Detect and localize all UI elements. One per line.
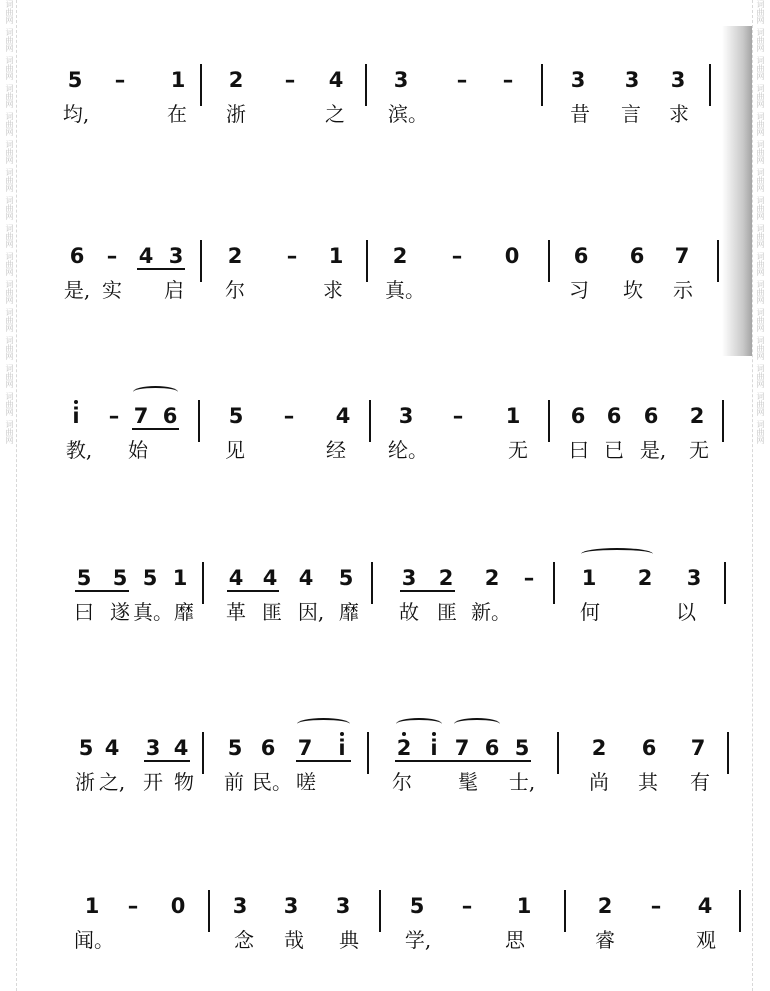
- lyric: 滨。: [388, 102, 428, 126]
- lyric: 匪: [437, 600, 457, 624]
- slur: [396, 718, 442, 730]
- note: 4: [697, 894, 713, 918]
- lyric: 见: [225, 438, 245, 462]
- beam-underline: [227, 590, 279, 592]
- watermark-text: 词曲网: [756, 224, 765, 248]
- note: –: [108, 404, 120, 428]
- watermark-text: 词曲网: [5, 140, 14, 164]
- watermark-column-left: [2, 0, 17, 991]
- note: 6: [260, 736, 276, 760]
- note: 3: [232, 894, 248, 918]
- note: 7: [454, 736, 470, 760]
- lyric: 何: [580, 600, 600, 624]
- note: 5: [228, 404, 244, 428]
- lyric: 曰: [74, 600, 94, 624]
- lyric: 启: [164, 278, 184, 302]
- watermark-text: 词曲网: [756, 364, 765, 388]
- note: 3: [624, 68, 640, 92]
- note: 4: [298, 566, 314, 590]
- lyric: 新。: [471, 600, 511, 624]
- lyric: 习: [569, 278, 589, 302]
- octave-dot: [402, 732, 406, 736]
- lyric: 尚: [589, 770, 609, 794]
- lyric: 浙: [75, 770, 95, 794]
- beam-underline: [395, 760, 531, 762]
- watermark-text: 词曲网: [756, 308, 765, 332]
- note: –: [284, 68, 296, 92]
- note: i: [430, 736, 438, 760]
- watermark-text: 词曲网: [5, 224, 14, 248]
- lyric: 教,: [65, 438, 93, 462]
- beam-underline: [75, 590, 129, 592]
- watermark-text: 词曲网: [5, 280, 14, 304]
- lyric: 观: [696, 928, 716, 952]
- lyric: 其: [638, 770, 658, 794]
- watermark-text: 词曲网: [5, 420, 14, 444]
- note: 2: [597, 894, 613, 918]
- watermark-text: 词曲网: [756, 392, 765, 416]
- watermark-text: 词曲网: [756, 280, 765, 304]
- note: –: [127, 894, 139, 918]
- octave-dot: [74, 400, 78, 404]
- note: 1: [170, 68, 186, 92]
- watermark-text: 词曲网: [756, 84, 765, 108]
- watermark-text: 词曲网: [5, 336, 14, 360]
- note: 6: [69, 244, 85, 268]
- lyric: 遂: [110, 600, 130, 624]
- note: 0: [504, 244, 520, 268]
- lyrics-row: [0, 596, 770, 626]
- lyrics-row: [0, 98, 770, 128]
- lyrics-row: [0, 274, 770, 304]
- watermark-text: 词曲网: [5, 0, 14, 24]
- note: 1: [84, 894, 100, 918]
- note: 3: [398, 404, 414, 428]
- watermark-text: 词曲网: [756, 28, 765, 52]
- note: 2: [591, 736, 607, 760]
- notation-row: [0, 888, 770, 922]
- lyric: 曰: [569, 438, 589, 462]
- note: –: [502, 68, 514, 92]
- note: 1: [581, 566, 597, 590]
- lyric: 髦: [458, 770, 478, 794]
- note: –: [461, 894, 473, 918]
- watermark-text: 词曲网: [756, 336, 765, 360]
- lyric: 坎: [623, 278, 643, 302]
- note: 4: [173, 736, 189, 760]
- lyric: 实: [102, 278, 122, 302]
- lyric: 无: [689, 438, 709, 462]
- note: –: [283, 404, 295, 428]
- lyrics-row: [0, 924, 770, 954]
- lyric: 闻。: [74, 928, 114, 952]
- note: 6: [606, 404, 622, 428]
- note: –: [451, 244, 463, 268]
- lyric: 之,: [98, 770, 126, 794]
- watermark-text: 词曲网: [756, 0, 765, 24]
- lyric: 以: [676, 600, 696, 624]
- lyric: 前: [224, 770, 244, 794]
- note: 7: [297, 736, 313, 760]
- note: 5: [409, 894, 425, 918]
- watermark-text: 词曲网: [5, 168, 14, 192]
- watermark-column-right: [752, 0, 767, 991]
- note: 4: [328, 68, 344, 92]
- lyric: 在: [167, 102, 187, 126]
- watermark-text: 词曲网: [756, 168, 765, 192]
- lyric: 是,: [63, 278, 91, 302]
- watermark-text: 词曲网: [5, 252, 14, 276]
- note: 5: [76, 566, 92, 590]
- note: 2: [689, 404, 705, 428]
- beam-underline: [400, 590, 455, 592]
- lyric: 均,: [62, 102, 90, 126]
- octave-dot: [432, 732, 436, 736]
- lyric: 民。: [252, 770, 292, 794]
- watermark-text: 词曲网: [756, 112, 765, 136]
- note: 4: [262, 566, 278, 590]
- slur: [454, 718, 500, 730]
- note: 5: [338, 566, 354, 590]
- lyric: 士,: [508, 770, 536, 794]
- lyric: 嗟: [296, 770, 316, 794]
- watermark-text: 词曲网: [5, 56, 14, 80]
- note: 7: [133, 404, 149, 428]
- note: 7: [690, 736, 706, 760]
- note: 1: [328, 244, 344, 268]
- lyric: 求: [323, 278, 343, 302]
- note: –: [106, 244, 118, 268]
- note: 6: [570, 404, 586, 428]
- watermark-text: 词曲网: [756, 252, 765, 276]
- lyric: 浙: [226, 102, 246, 126]
- watermark-text: 词曲网: [756, 56, 765, 80]
- lyric: 示: [673, 278, 693, 302]
- note: 5: [227, 736, 243, 760]
- note: –: [452, 404, 464, 428]
- lyric: 开: [143, 770, 163, 794]
- note: 3: [686, 566, 702, 590]
- lyric: 靡: [339, 600, 359, 624]
- lyric: 始: [128, 438, 148, 462]
- slur: [133, 386, 178, 398]
- note: –: [523, 566, 535, 590]
- note: 2: [484, 566, 500, 590]
- score-system: [0, 398, 770, 478]
- notation-row: [0, 238, 770, 272]
- lyric: 真。: [385, 278, 425, 302]
- note: 4: [228, 566, 244, 590]
- note: 2: [392, 244, 408, 268]
- lyric: 真。: [133, 600, 173, 624]
- note: –: [650, 894, 662, 918]
- note: 4: [138, 244, 154, 268]
- note: i: [338, 736, 346, 760]
- note: 6: [573, 244, 589, 268]
- lyric: 求: [669, 102, 689, 126]
- note: 6: [641, 736, 657, 760]
- lyric: 尔: [225, 278, 245, 302]
- note: 5: [142, 566, 158, 590]
- beam-underline: [137, 268, 185, 270]
- lyric: 尔: [392, 770, 412, 794]
- notation-row: [0, 62, 770, 96]
- note: 3: [335, 894, 351, 918]
- score-system: [0, 238, 770, 318]
- note: 1: [505, 404, 521, 428]
- score-system: [0, 560, 770, 640]
- note: 3: [168, 244, 184, 268]
- note: 1: [516, 894, 532, 918]
- lyric: 思: [505, 928, 525, 952]
- lyric: 是,: [639, 438, 667, 462]
- beam-underline: [144, 760, 190, 762]
- note: 6: [629, 244, 645, 268]
- watermark-text: 词曲网: [5, 84, 14, 108]
- note: 1: [172, 566, 188, 590]
- watermark-text: 词曲网: [756, 140, 765, 164]
- note: 3: [145, 736, 161, 760]
- notation-row: [0, 730, 770, 764]
- note: 0: [170, 894, 186, 918]
- lyric: 物: [174, 770, 194, 794]
- lyric: 靡: [174, 600, 194, 624]
- watermark-text: 词曲网: [5, 28, 14, 52]
- watermark-text: 词曲网: [5, 112, 14, 136]
- note: 4: [335, 404, 351, 428]
- beam-underline: [132, 428, 179, 430]
- note: 5: [514, 736, 530, 760]
- lyric: 无: [508, 438, 528, 462]
- watermark-text: 词曲网: [5, 364, 14, 388]
- watermark-text: 词曲网: [756, 420, 765, 444]
- lyric: 因,: [297, 600, 325, 624]
- note: 3: [670, 68, 686, 92]
- lyric: 革: [226, 600, 246, 624]
- lyric: 有: [690, 770, 710, 794]
- lyric: 哉: [284, 928, 304, 952]
- octave-dot: [340, 732, 344, 736]
- note: 2: [227, 244, 243, 268]
- note: 2: [438, 566, 454, 590]
- note: –: [114, 68, 126, 92]
- notation-row: [0, 398, 770, 432]
- note: 7: [674, 244, 690, 268]
- lyric: 言: [621, 102, 641, 126]
- watermark-text: 词曲网: [5, 308, 14, 332]
- lyric: 念: [234, 928, 254, 952]
- lyric: 典: [339, 928, 359, 952]
- note: 2: [396, 736, 412, 760]
- note: 3: [570, 68, 586, 92]
- lyrics-row: [0, 434, 770, 464]
- lyric: 匪: [262, 600, 282, 624]
- lyric: 之: [325, 102, 345, 126]
- note: 2: [228, 68, 244, 92]
- note: 3: [283, 894, 299, 918]
- score-system: [0, 888, 770, 968]
- lyric: 学,: [404, 928, 432, 952]
- score-system: [0, 730, 770, 810]
- lyric: 昔: [570, 102, 590, 126]
- lyrics-row: [0, 766, 770, 796]
- lyric: 已: [604, 438, 624, 462]
- slur: [297, 718, 350, 730]
- score-system: [0, 62, 770, 142]
- watermark-text: 词曲网: [5, 392, 14, 416]
- note: 4: [104, 736, 120, 760]
- note: 6: [162, 404, 178, 428]
- note: i: [72, 404, 80, 428]
- note: –: [456, 68, 468, 92]
- watermark-text: 词曲网: [5, 196, 14, 220]
- note: 3: [393, 68, 409, 92]
- note: –: [286, 244, 298, 268]
- lyric: 睿: [595, 928, 615, 952]
- note: 6: [484, 736, 500, 760]
- lyric: 故: [399, 600, 419, 624]
- note: 3: [401, 566, 417, 590]
- note: 2: [637, 566, 653, 590]
- watermark-text: 词曲网: [756, 196, 765, 220]
- lyric: 经: [326, 438, 346, 462]
- slur: [581, 548, 653, 560]
- beam-underline: [296, 760, 351, 762]
- note: 5: [112, 566, 128, 590]
- lyric: 纶。: [388, 438, 428, 462]
- note: 6: [643, 404, 659, 428]
- note: 5: [78, 736, 94, 760]
- notation-row: [0, 560, 770, 594]
- note: 5: [67, 68, 83, 92]
